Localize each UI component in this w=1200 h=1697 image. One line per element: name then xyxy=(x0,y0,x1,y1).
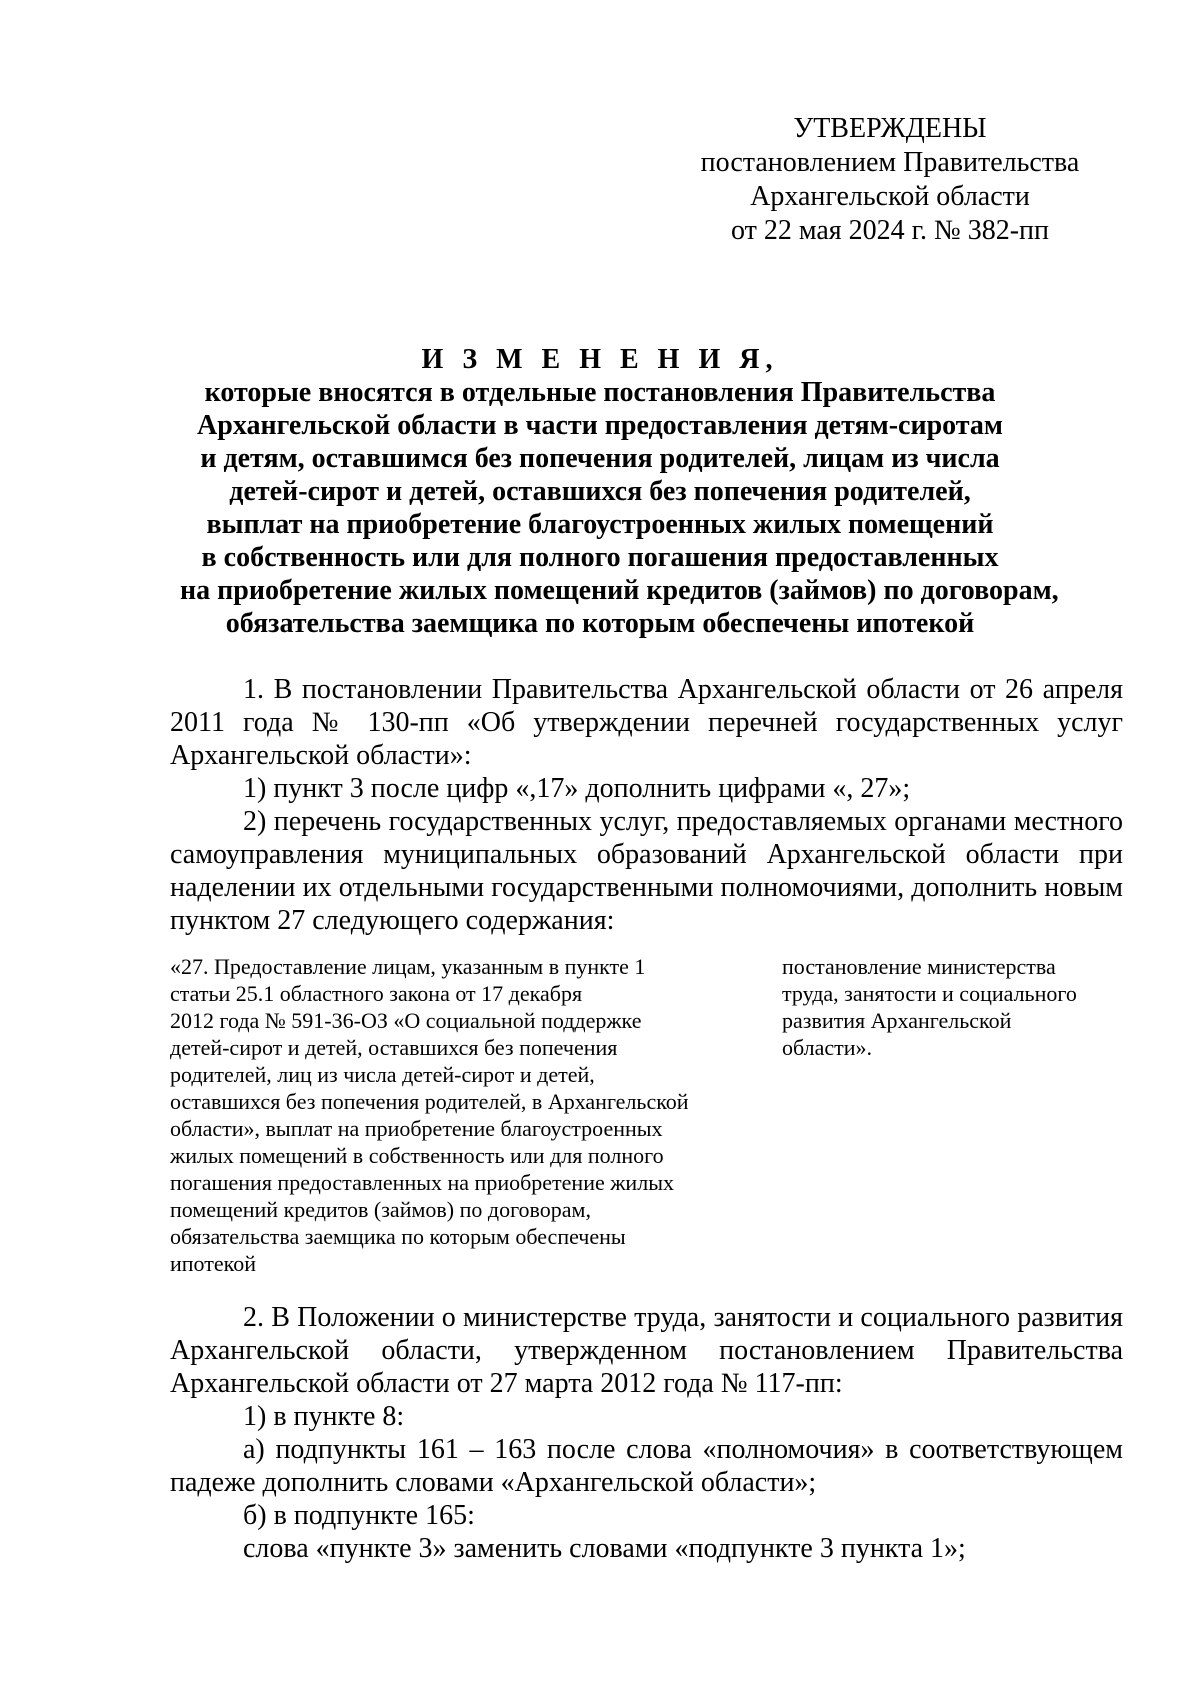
cell-line: статьи 25.1 областного закона от 17 декабря xyxy=(170,981,583,1006)
cell-line: 2012 года № 591-36-ОЗ «О социальной поддержке xyxy=(170,1008,642,1033)
section-2-intro: 2. В Положении о министерстве труда, занятости и социального развития Архангельской области, утвержденном постановлением Правительства Архангельской области от 27 марта 2012 года № 117-пп: xyxy=(170,1302,1123,1399)
title-line: которые вносятся в отдельные постановления Правительства xyxy=(204,377,996,408)
title-heading: И З М Е Н Е Н И Я, xyxy=(421,344,779,375)
cell-line: «27. Предоставление лицам, указанным в пункте 1 xyxy=(170,954,646,979)
section-2 xyxy=(170,1301,1123,1565)
document-title xyxy=(180,343,1059,640)
cell-line: постановление министерства xyxy=(782,954,1056,979)
title-line: выплат на приобретение благоустроенных жилых помещений xyxy=(206,509,994,540)
cell-line: области», выплат на приобретение благоустроенных xyxy=(170,1116,663,1141)
cell-line: обязательства заемщика по которым обеспечены xyxy=(170,1224,626,1249)
approval-line: УТВЕРЖДЕНЫ xyxy=(793,113,987,144)
approval-line: постановлением Правительства xyxy=(700,147,1080,178)
title-line: на приобретение жилых помещений кредитов (займов) по договорам, xyxy=(180,575,1059,606)
title-line: в собственность или для полного погашения предоставленных xyxy=(201,542,999,573)
title-line: Архангельской области в части предоставления детям-сиротам xyxy=(197,410,1003,441)
title-line: детей-сирот и детей, оставшихся без попечения родителей, xyxy=(229,476,971,507)
section-2-item-b: б) в подпункте 165: xyxy=(243,1500,475,1531)
cell-line: детей-сирот и детей, оставшихся без попечения xyxy=(170,1035,618,1060)
cell-line: области». xyxy=(782,1035,873,1060)
regulation-cell xyxy=(782,953,1127,1061)
title-line: обязательства заемщика по которым обеспечены ипотекой xyxy=(225,608,975,639)
approval-line: от 22 мая 2024 г. № 382-пп xyxy=(730,215,1050,246)
cell-line: погашения предоставленных на приобретение жилых xyxy=(170,1170,674,1195)
service-name-cell xyxy=(170,953,770,1277)
section-1-item-1: 1) пункт 3 после цифр «,17» дополнить цифрами «, 27»; xyxy=(243,773,911,804)
title-line: и детям, оставшимся без попечения родителей, лицам из числа xyxy=(200,443,1000,474)
section-2-item-a: а) подпункты 161 – 163 после слова «полномочия» в соответствующем падеже дополнить словами «Архангельской области»; xyxy=(170,1434,1123,1498)
cell-line: ипотекой xyxy=(170,1251,256,1276)
cell-line: жилых помещений в собственность или для полного xyxy=(170,1143,664,1168)
cell-line: оставшихся без попечения родителей, в Архангельской xyxy=(170,1089,689,1114)
section-1 xyxy=(170,673,1123,937)
approval-line: Архангельской области xyxy=(750,181,1030,212)
section-1-intro: 1. В постановлении Правительства Архангельской области от 26 апреля 2011 года № 130-пп «Об утверждении перечней государственных услуг Архангельской области»: xyxy=(170,674,1123,771)
cell-line: помещений кредитов (займов) по договорам, xyxy=(170,1197,591,1222)
section-2-item-b-text: слова «пункте 3» заменить словами «подпункте 3 пункта 1»; xyxy=(243,1533,966,1564)
cell-line: родителей, лиц из числа детей-сирот и детей, xyxy=(170,1062,595,1087)
cell-line: труда, занятости и социального xyxy=(782,981,1077,1006)
approval-stamp xyxy=(690,112,1090,248)
section-1-item-2: 2) перечень государственных услуг, предоставляемых органами местного самоуправления муниципальных образований Архангельской области при наделении их отдельными государственными полномочиями, дополнить новым пунктом 27 следующего содержания: xyxy=(170,806,1123,936)
section-2-item-1: 1) в пункте 8: xyxy=(243,1401,405,1432)
cell-line: развития Архангельской xyxy=(782,1008,1012,1033)
